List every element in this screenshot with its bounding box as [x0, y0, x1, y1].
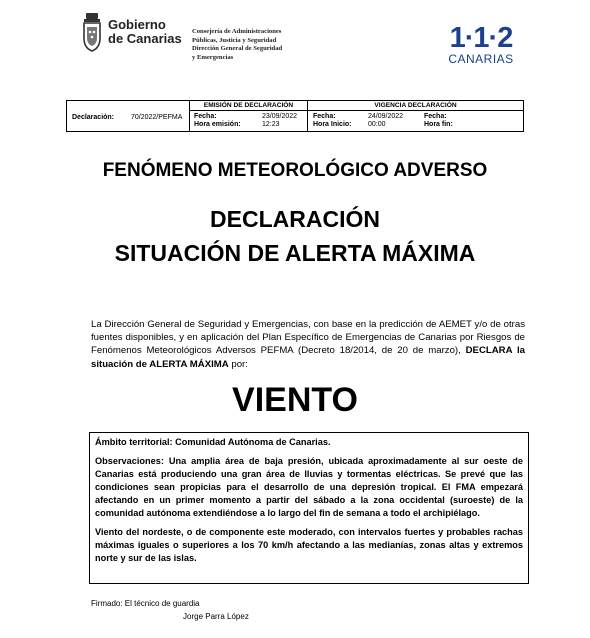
intro-por: por:	[228, 358, 248, 370]
emision-cell	[190, 101, 308, 131]
declaration-number-cell	[67, 101, 190, 131]
details-box	[89, 432, 529, 584]
emision-title: EMISIÓN DE DECLARACIÓN	[190, 102, 307, 111]
logo-112-canarias: 1·1·2 CANARIAS	[448, 22, 514, 66]
declaracion-value: 70/2022/PEFMA	[131, 114, 183, 121]
intro-paragraph	[91, 318, 525, 371]
hora-inicio-label: Hora Inicio:	[313, 121, 352, 128]
declaracion-label: Declaración:	[72, 114, 115, 121]
hora-emision-value: 12:23	[262, 121, 280, 128]
signed-by-label: Firmado: El técnico de guardia	[91, 599, 200, 608]
fecha-value: 23/09/2022	[262, 113, 298, 120]
vigencia-cell	[308, 101, 523, 131]
hora-inicio-value: 00:00	[368, 121, 386, 128]
consejeria-text: Consejería de Administraciones Públicas, Justicia y Seguridad Dirección General de Seguridad y Emergencias	[192, 28, 283, 61]
intro-text: La Dirección General de Seguridad y Emergencias, con base en la predicción de AEMET y/o de otras fuentes disponibles, y en aplicación del Plan Específico de Emergencias de Canarias por Riesgos de Fenómenos Meteorológicos Adversos PEFMA (Decreto 18/2014, de 20 de marzo),	[91, 319, 525, 357]
viento-description: Viento del nordeste, o de componente este moderado, con intervalos fuertes y probables rachas máximas iguales o superiores a los 70 km/h afectando a las medianías, zonas altas y extremos norte y sur de las islas.	[95, 527, 523, 563]
vigencia-title: VIGENCIA DECLARACIÓN	[308, 102, 523, 111]
coat-of-arms-icon	[80, 12, 104, 52]
fecha-fin-label: Fecha:	[424, 113, 447, 120]
ambito-territorial: Ámbito territorial: Comunidad Autónoma de Canarias.	[95, 437, 331, 447]
fecha-label: Fecha:	[194, 113, 217, 120]
hora-fin-label: Hora fin:	[424, 121, 453, 128]
vigencia-fecha-value: 24/09/2022	[368, 113, 404, 120]
phenomenon-heading: FENÓMENO METEOROLÓGICO ADVERSO	[102, 160, 488, 181]
vigencia-fecha-label: Fecha:	[313, 113, 336, 120]
hora-emision-label: Hora emisión:	[194, 121, 241, 128]
government-name: Gobierno de Canarias	[108, 17, 182, 46]
observaciones: Observaciones: Una amplia área de baja presión, ubicada aproximadamente al sur oeste de Canarias está produciendo una gran área de lluvias y tormentas eléctricas. Se prevé que las condiciones sean propicias para el desarrollo de una depresión tropical. El FMA empezará afectando en un primer momento a partir del sábado a la zona occidental (suroeste) de la comunidad autónoma extendiéndose a lo largo del fin de semana a todo el archipiélago.	[95, 456, 523, 518]
technician-name: Jorge Parra López	[183, 612, 249, 621]
declaration-table	[66, 100, 524, 132]
alert-level-title: SITUACIÓN DE ALERTA MÁXIMA	[114, 240, 476, 266]
declaration-title: DECLARACIÓN	[210, 206, 380, 232]
hazard-title: VIENTO	[232, 381, 358, 419]
declaration-heading	[0, 202, 590, 270]
intro-declara: DECLARA la situación de ALERTA MÁXIMA	[91, 345, 525, 370]
document-header	[0, 0, 590, 90]
